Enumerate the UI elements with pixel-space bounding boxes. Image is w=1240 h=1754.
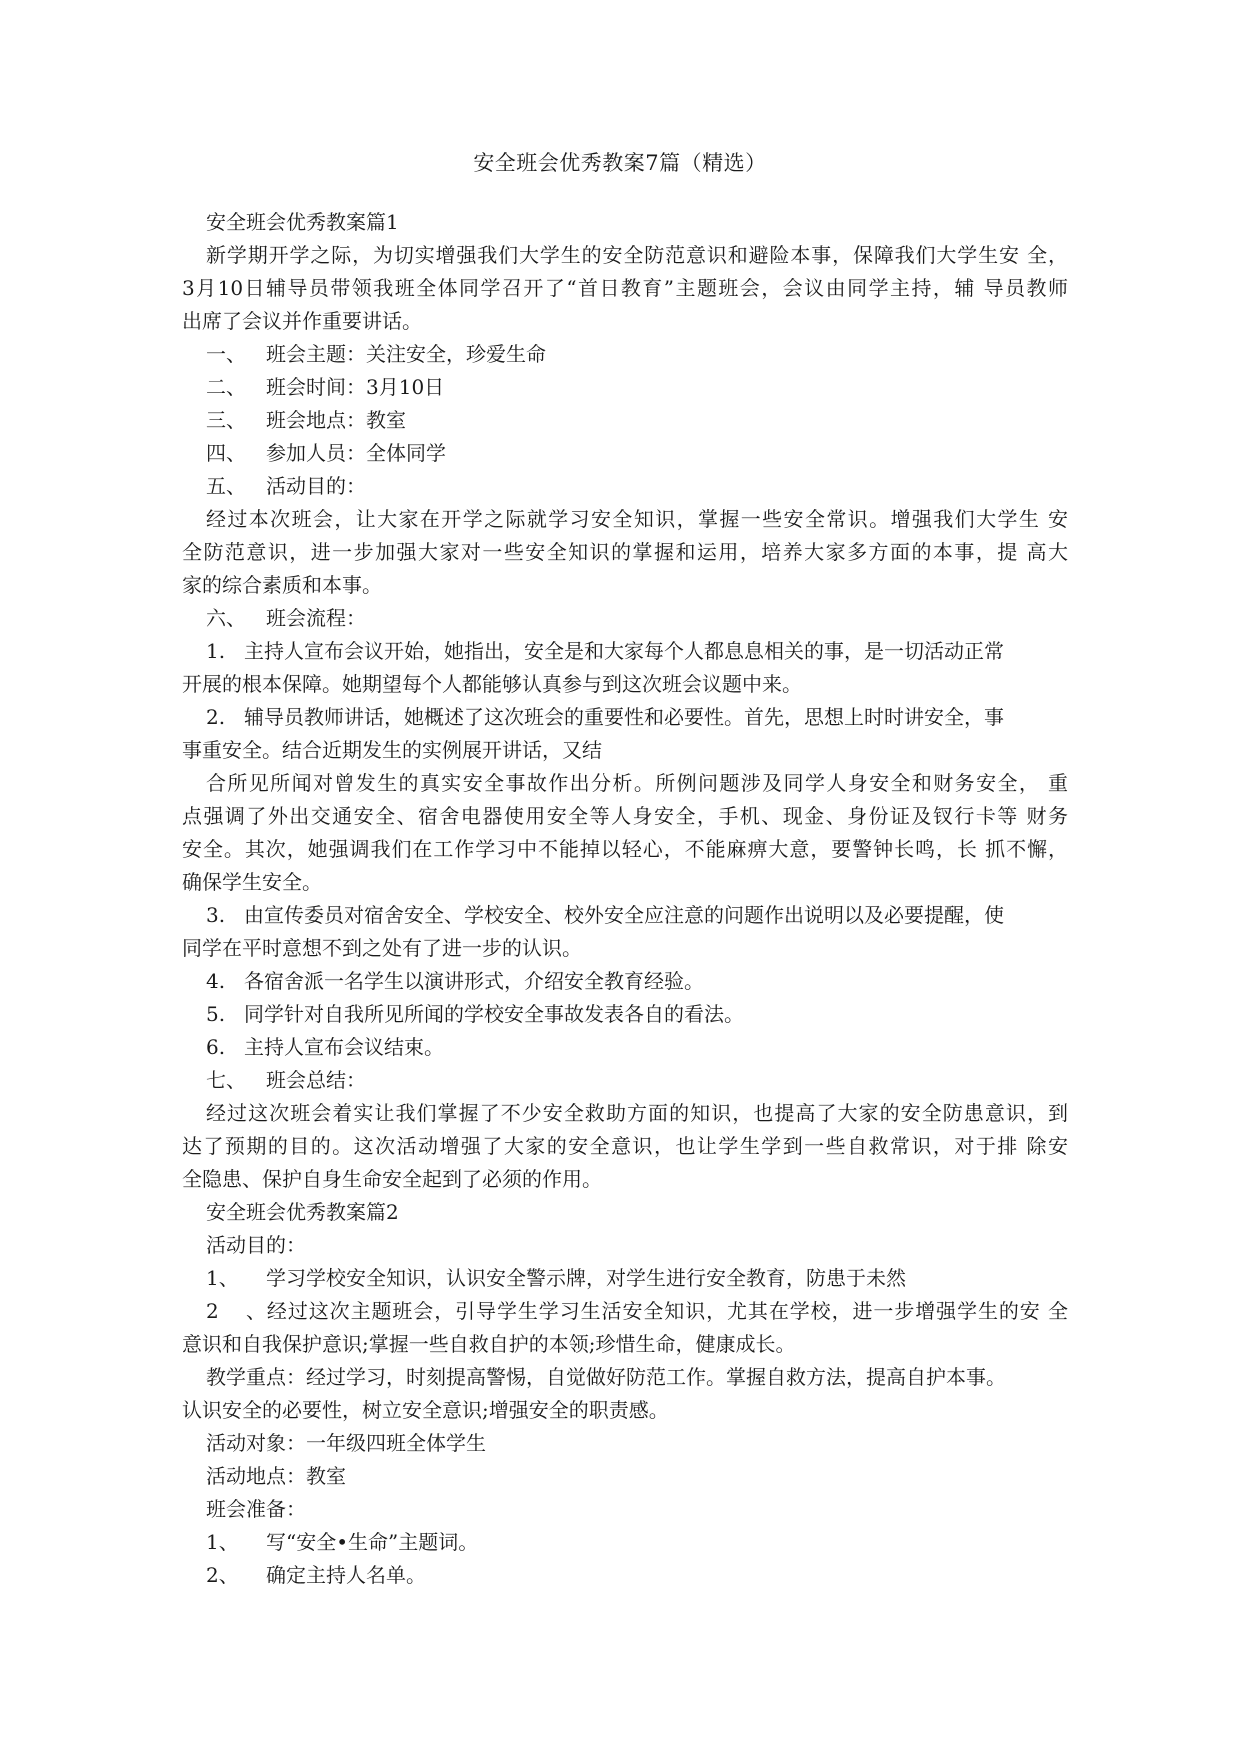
list-item: [182, 1295, 1068, 1328]
list-item: [182, 470, 1068, 503]
list-item-number: 1.: [206, 639, 226, 663]
list-item-number: 四、: [206, 441, 246, 465]
list-item-number: 一、: [206, 342, 246, 366]
list-item: [182, 437, 1068, 470]
list-item-number: 三、: [206, 408, 246, 432]
paragraph-line: 3月10日辅导员带领我班全体同学召开了“首日教育”主题班会，会议由同学主持，辅 导员教师: [182, 276, 1068, 300]
paragraph-line: 意识和自我保护意识;掌握一些自救自护的本领;珍惜生命，健康成长。: [182, 1332, 796, 1356]
list-item-number: 1、: [206, 1266, 239, 1290]
section-line: 活动地点：教室: [206, 1464, 346, 1488]
list-item-text: 班会主题：关注安全，珍爱生命: [266, 342, 546, 366]
list-item-text: 班会地点：教室: [266, 408, 406, 432]
list-item: [182, 1526, 1068, 1559]
list-item-text: 辅导员教师讲话，她概述了这次班会的重要性和必要性。首先，思想上时时讲安全，事: [244, 705, 1004, 729]
list-item: [182, 965, 1068, 998]
list-item: [182, 371, 1068, 404]
list-item-number: 2.: [206, 705, 226, 729]
paragraph-line: 全隐患、保护自身生命安全起到了必须的作用。: [182, 1167, 602, 1191]
list-item-number: 6.: [206, 1035, 226, 1059]
list-item-text: 写“安全•生命”主题词。: [266, 1530, 479, 1554]
list-item-number: 2、: [206, 1563, 239, 1587]
paragraph-line: 确保学生安全。: [182, 870, 322, 894]
list-item-number: 五、: [206, 474, 246, 498]
list-item: [182, 899, 1068, 932]
paragraph-line: 出席了会议并作重要讲话。: [182, 309, 422, 333]
paragraph-line: 事重安全。结合近期发生的实例展开讲话，又结: [182, 738, 602, 762]
list-item-number: 二、: [206, 375, 246, 399]
list-item-text: 各宿舍派一名学生以演讲形式，介绍安全教育经验。: [244, 969, 704, 993]
list-item: [182, 602, 1068, 635]
section-line: 班会准备：: [206, 1497, 306, 1521]
list-item: [182, 1064, 1068, 1097]
paragraph-line: 合所见所闻对曾发生的真实安全事故作出分析。所例问题涉及同学人身安全和财务安全， 重: [206, 771, 1068, 795]
list-item-text: 同学针对自我所见所闻的学校安全事故发表各自的看法。: [244, 1002, 744, 1026]
page-title: 安全班会优秀教案7篇（精选）: [473, 151, 767, 175]
paragraph-line: 经过本次班会，让大家在开学之际就学习安全知识，掌握一些安全常识。增强我们大学生 安: [206, 507, 1068, 531]
list-item: [182, 998, 1068, 1031]
list-item-number: 3.: [206, 903, 226, 927]
paragraph-line: 认识安全的必要性，树立安全意识;增强安全的职责感。: [182, 1398, 669, 1422]
list-item-text: 主持人宣布会议开始，她指出，安全是和大家每个人都息息相关的事，是一切活动正常: [244, 639, 1004, 663]
list-item: [182, 635, 1068, 668]
list-item: [182, 1559, 1068, 1592]
list-item-number: 4.: [206, 969, 226, 993]
paragraph-line: 安全。其次，她强调我们在工作学习中不能掉以轻心，不能麻痹大意，要警钟长鸣，长 抓不懈，: [182, 837, 1068, 861]
list-item-number: 七、: [206, 1068, 246, 1092]
list-item: [182, 1262, 1068, 1295]
list-item-number: 六、: [206, 606, 246, 630]
list-item-number: 2、: [206, 1299, 266, 1323]
section-line: 活动目的：: [206, 1233, 306, 1257]
list-item: [182, 1031, 1068, 1064]
list-item-number: 5.: [206, 1002, 226, 1026]
list-item: [182, 404, 1068, 437]
paragraph-line: 新学期开学之际，为切实增强我们大学生的安全防范意识和避险本事，保障我们大学生安 全，: [206, 243, 1068, 267]
list-item-text: 主持人宣布会议结束。: [244, 1035, 444, 1059]
list-item-text: 由宣传委员对宿舍安全、学校安全、校外安全应注意的问题作出说明以及必要提醒，使: [244, 903, 1004, 927]
document-body: [182, 206, 1068, 1592]
paragraph-line: 点强调了外出交通安全、宿舍电器使用安全等人身安全，手机、现金、身份证及钗行卡等 财务: [182, 804, 1068, 828]
paragraph-line: 达了预期的目的。这次活动增强了大家的安全意识，也让学生学到一些自救常识，对于排 除安: [182, 1134, 1068, 1158]
paragraph-line: 开展的根本保障。她期望每个人都能够认真参与到这次班会议题中来。: [182, 672, 802, 696]
paragraph-line: 同学在平时意想不到之处有了进一步的认识。: [182, 936, 582, 960]
list-item-text: 经过这次主题班会，引导学生学习生活安全知识，尤其在学校，进一步增强学生的安 全: [266, 1299, 1068, 1323]
paragraph-line: 全防范意识，进一步加强大家对一些安全知识的掌握和运用，培养大家多方面的本事，提 高大: [182, 540, 1068, 564]
list-item-text: 学习学校安全知识，认识安全警示牌，对学生进行安全教育，防患于未然: [266, 1266, 906, 1290]
list-item-text: 确定主持人名单。: [266, 1563, 426, 1587]
paragraph-line: 家的综合素质和本事。: [182, 573, 382, 597]
section-line: 活动对象：一年级四班全体学生: [206, 1431, 486, 1455]
paragraph-line: 经过这次班会着实让我们掌握了不少安全救助方面的知识，也提高了大家的安全防患意识，到: [206, 1101, 1068, 1125]
section-line: 安全班会优秀教案篇1: [206, 210, 399, 234]
list-item-number: 1、: [206, 1530, 239, 1554]
list-item-text: 班会时间：3月10日: [266, 375, 445, 399]
section-line: 安全班会优秀教案篇2: [206, 1200, 399, 1224]
list-item-text: 参加人员：全体同学: [266, 441, 446, 465]
section-line: 教学重点：经过学习，时刻提高警惕，自觉做好防范工作。掌握自救方法，提高自护本事。: [206, 1365, 1006, 1389]
list-item-text: 班会流程：: [266, 606, 366, 630]
list-item: [182, 701, 1068, 734]
list-item: [182, 338, 1068, 371]
list-item-text: 活动目的：: [266, 474, 366, 498]
list-item-text: 班会总结：: [266, 1068, 366, 1092]
